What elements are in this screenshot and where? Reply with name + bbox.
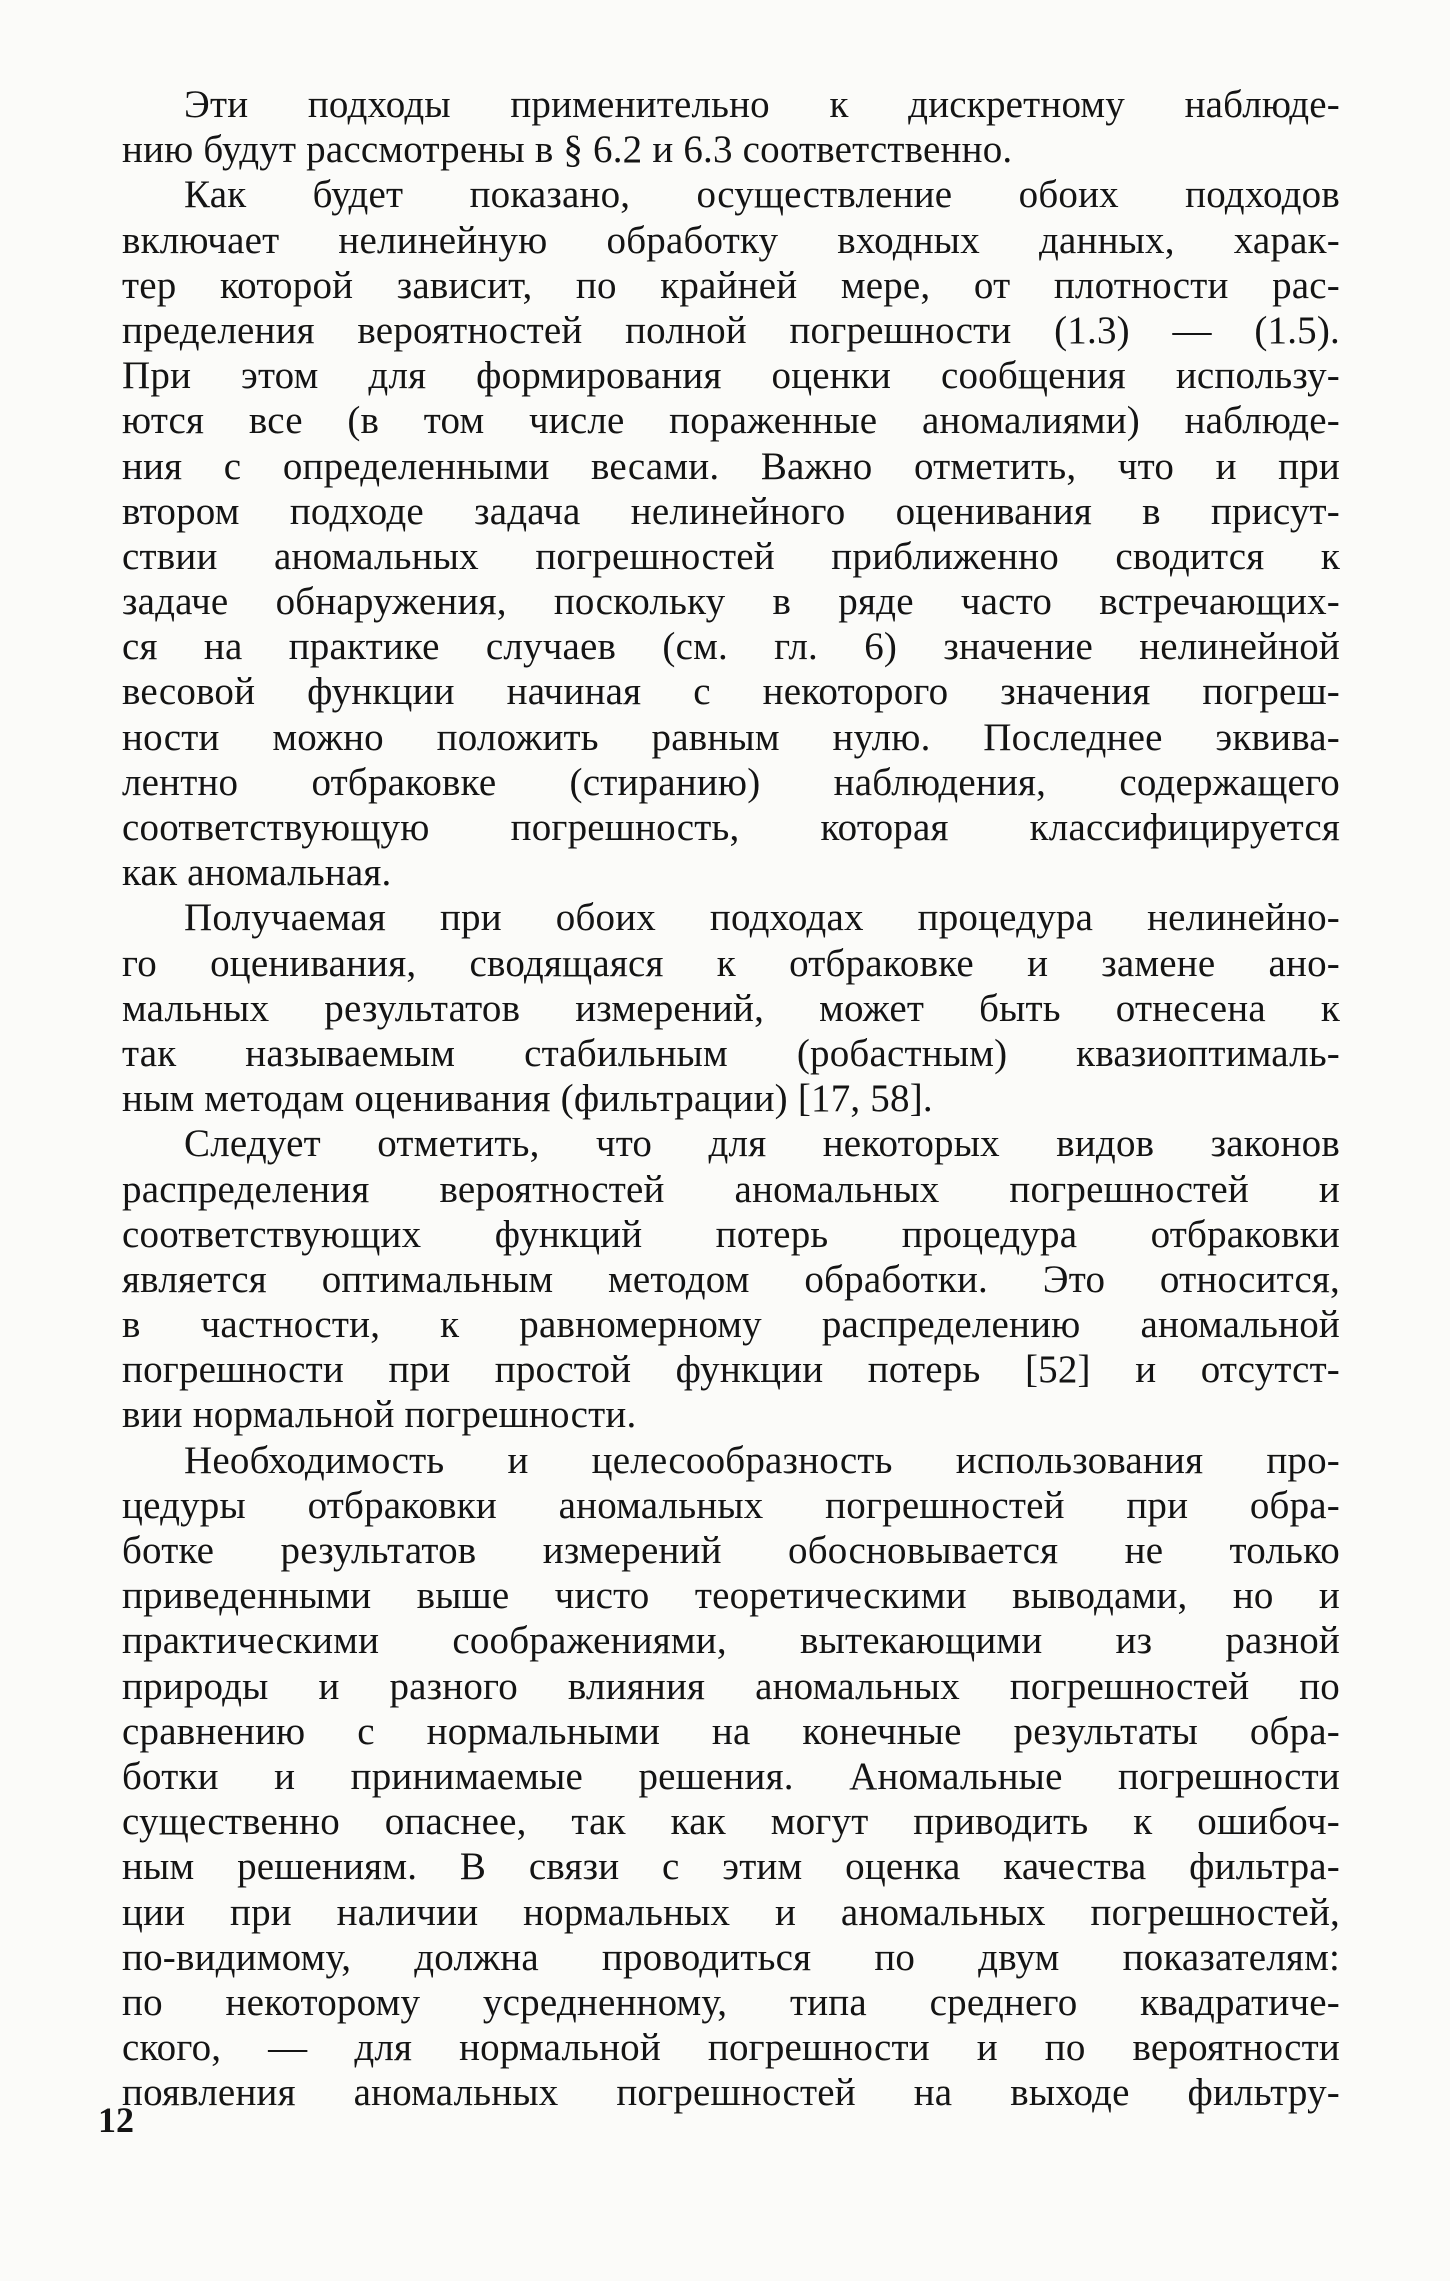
text-line: включает нелинейную обработку входных данных, харак- (122, 218, 1340, 262)
text-line: го оценивания, сводящаяся к отбраковке и замене ано- (122, 941, 1340, 985)
text-line: ются все (в том числе пораженные аномалиями) наблюде- (122, 399, 1340, 443)
text-line: Получаемая при обоих подходах процедура нелинейно- (184, 896, 1340, 940)
text-line: лентно отбраковке (стиранию) наблюдения, содержащего (122, 760, 1340, 804)
text-line: цедуры отбраковки аномальных погрешностей при обра- (122, 1483, 1340, 1527)
text-line: ным решениям. В связи с этим оценка качества фильтра- (122, 1845, 1340, 1889)
paragraph-1 (122, 82, 1340, 172)
text-line: ботке результатов измерений обосновывается не только (122, 1529, 1340, 1572)
text-line: мальных результатов измерений, может быть отнесена к (122, 986, 1340, 1030)
text-line: так называемым стабильным (робастным) квазиоптималь- (122, 1031, 1340, 1075)
text-line: ботки и принимаемые решения. Аномальные погрешности (122, 1754, 1340, 1798)
text-line: Следует отметить, что для некоторых видов законов (184, 1122, 1340, 1166)
text-line: сравнению с нормальными на конечные результаты обра- (122, 1709, 1340, 1753)
text-line: появления аномальных погрешностей на выходе фильтру- (122, 2071, 1340, 2115)
text-line: распределения вероятностей аномальных погрешностей и (122, 1167, 1340, 1211)
paragraph-5 (122, 1438, 1340, 2116)
text-line: соответствующую погрешность, которая классифицируется (122, 806, 1340, 849)
text-line: весовой функции начиная с некоторого значения погреш- (122, 670, 1340, 714)
text-line: ности можно положить равным нулю. Последнее эквива- (122, 715, 1340, 759)
text-line: является оптимальным методом обработки. Это относится, (122, 1257, 1340, 1301)
page-number: 12 (98, 2100, 134, 2140)
text-line: вии нормальной погрешности. (122, 1393, 637, 1437)
paragraph-2 (122, 172, 1340, 895)
text-line: Необходимость и целесообразность использования про- (184, 1438, 1340, 1482)
text-line: ции при наличии нормальных и аномальных погрешностей, (122, 1890, 1340, 1934)
text-line: существенно опаснее, так как могут приводить к ошибоч- (122, 1800, 1340, 1844)
text-line: соответствующих функций потерь процедура отбраковки (122, 1212, 1340, 1256)
text-line: пределения вероятностей полной погрешности (1.3) — (1.5). (122, 308, 1340, 352)
paragraph-3 (122, 895, 1340, 1121)
text-line: Эти подходы применительно к дискретному наблюде- (184, 83, 1340, 126)
text-line: по некоторому усредненному, типа среднего квадратиче- (122, 1980, 1340, 2024)
text-column (122, 82, 1340, 2115)
text-line: ся на практике случаев (см. гл. 6) значение нелинейной (122, 625, 1340, 669)
text-line: приведенными выше чисто теоретическими выводами, но и (122, 1574, 1340, 1618)
text-line: Как будет показано, осуществление обоих подходов (184, 173, 1340, 217)
text-line: по-видимому, должна проводиться по двум показателям: (122, 1935, 1340, 1979)
text-line: ния с определенными весами. Важно отметить, что и при (122, 444, 1340, 488)
text-line: втором подходе задача нелинейного оценивания в присут- (122, 489, 1340, 533)
text-line: практическими соображениями, вытекающими из разной (122, 1619, 1340, 1663)
text-line: задаче обнаружения, поскольку в ряде часто встречающих- (122, 580, 1340, 624)
text-line: ным методам оценивания (фильтрации) [17, 58]. (122, 1077, 933, 1121)
text-line: погрешности при простой функции потерь [52] и отсутст- (122, 1348, 1340, 1392)
paragraph-4 (122, 1121, 1340, 1437)
text-line: в частности, к равномерному распределению аномальной (122, 1303, 1340, 1347)
text-line: ского, — для нормальной погрешности и по вероятности (122, 2026, 1340, 2070)
text-line: При этом для формирования оценки сообщения использу- (122, 354, 1340, 398)
text-line: ствии аномальных погрешностей приближенно сводится к (122, 534, 1340, 578)
text-line: тер которой зависит, по крайней мере, от плотности рас- (122, 263, 1340, 307)
text-line: природы и разного влияния аномальных погрешностей по (122, 1664, 1340, 1708)
text-line: как аномальная. (122, 851, 392, 895)
text-line: нию будут рассмотрены в § 6.2 и 6.3 соответственно. (122, 128, 1013, 172)
